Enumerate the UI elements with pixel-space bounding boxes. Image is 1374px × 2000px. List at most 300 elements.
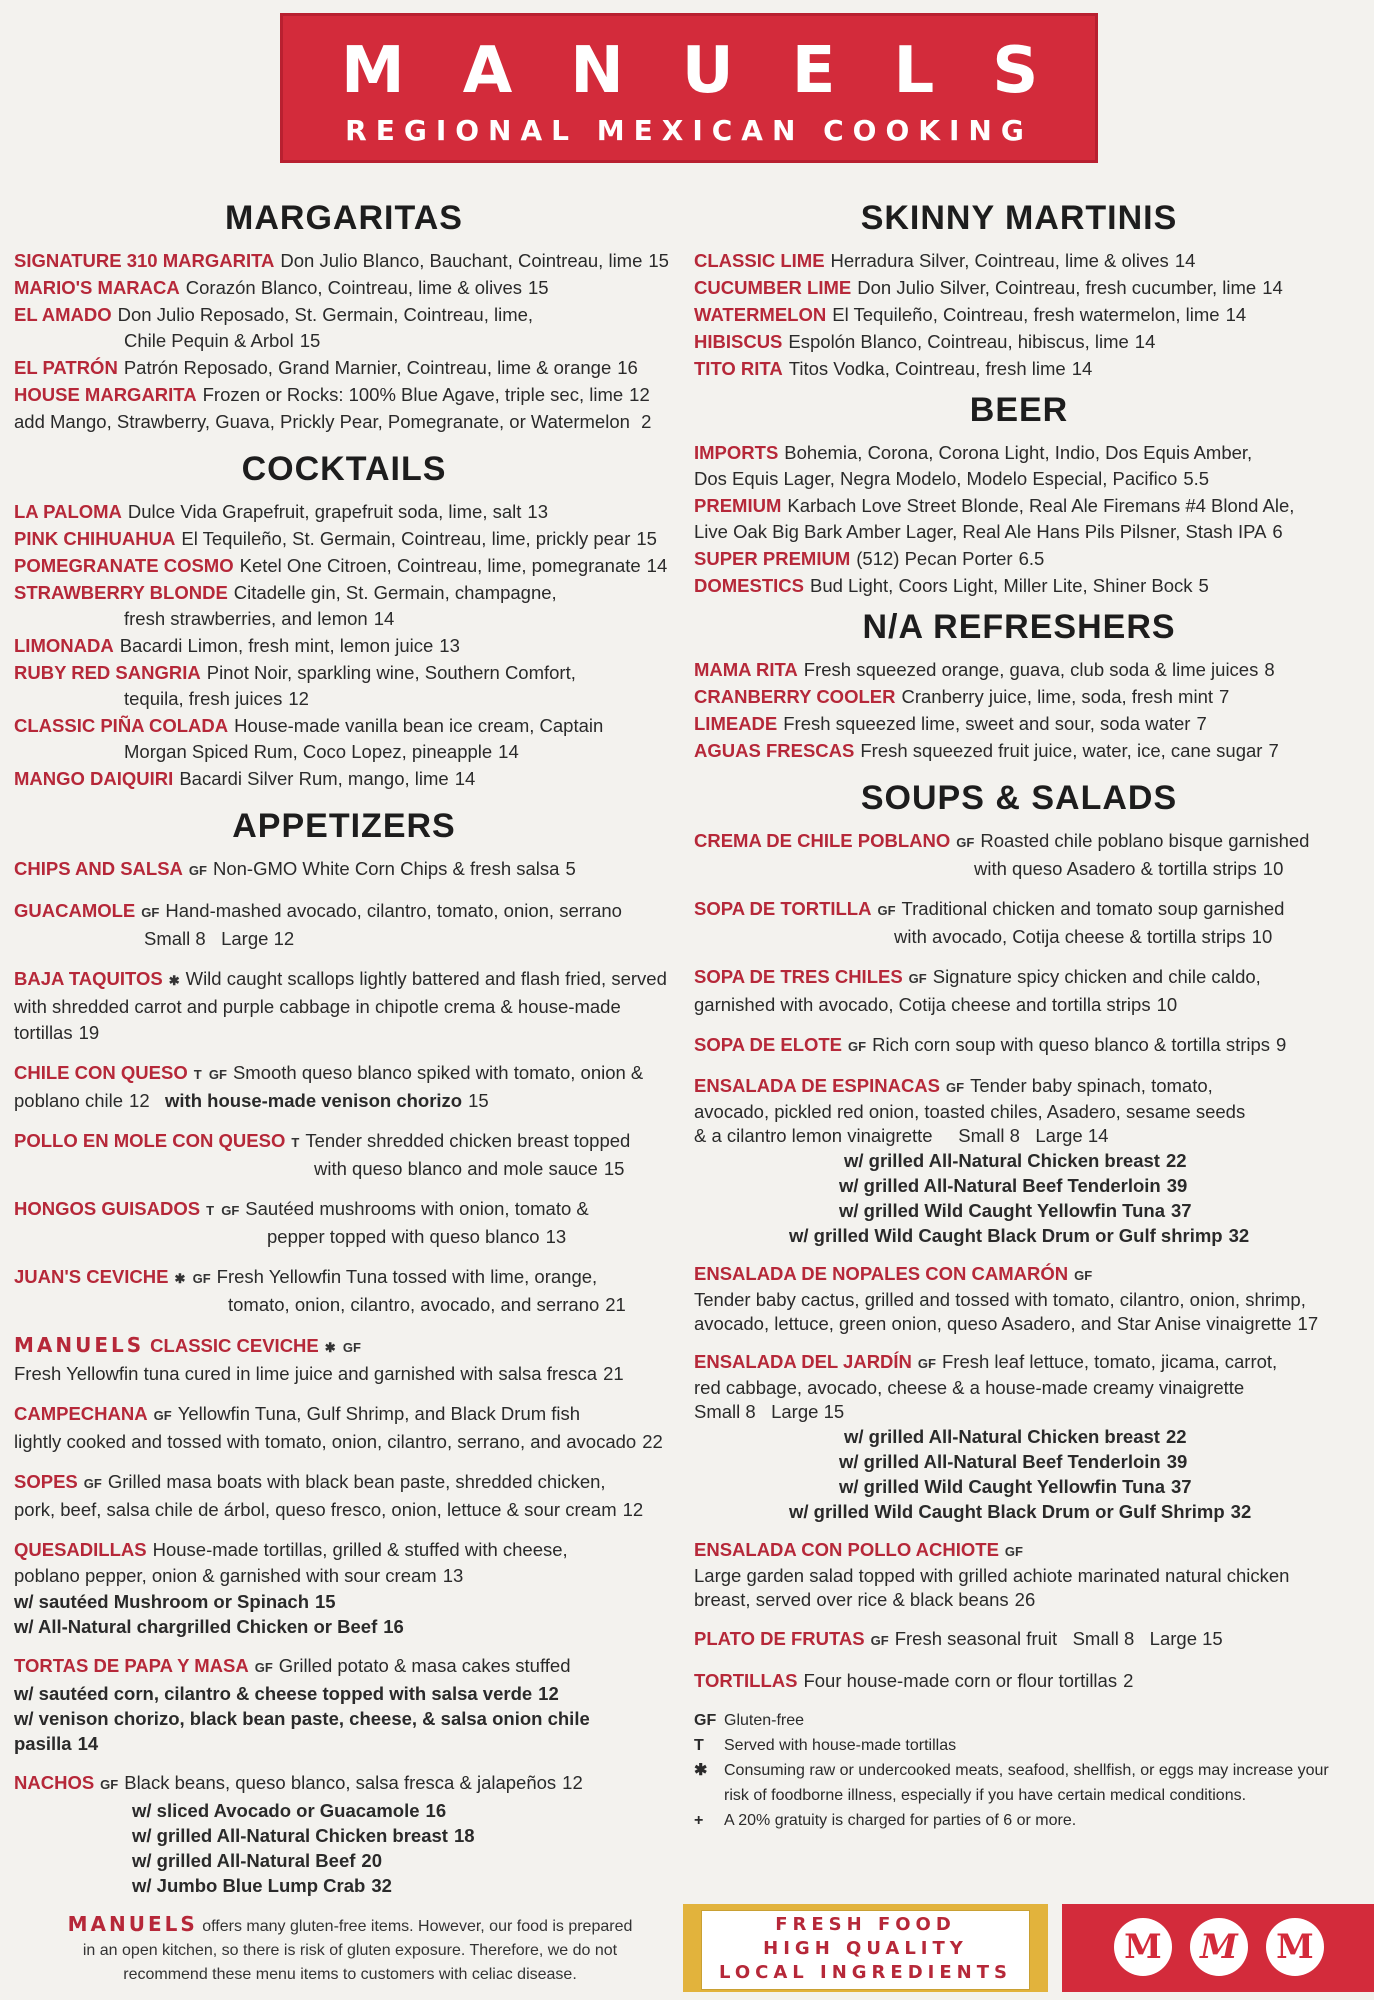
option-line — [694, 1474, 1344, 1499]
item-desc: Don Julio Reposado, St. Germain, Cointreau, lime, — [117, 304, 534, 325]
item-tag: GF — [1004, 1544, 1023, 1559]
item-desc: Bohemia, Corona, Corona Light, Indio, Dos Equis Amber, — [784, 442, 1253, 463]
item-desc: Four house-made corn or flour tortillas — [803, 1670, 1118, 1691]
item-desc2: tomato, onion, cilantro, avocado, and serrano — [228, 1294, 600, 1315]
menu-item — [14, 1128, 674, 1182]
option-label: w/ grilled Wild Caught Black Drum or Gulf shrimp — [789, 1225, 1223, 1246]
item-name: TORTILLAS — [694, 1670, 798, 1691]
item-name: CLASSIC PIÑA COLADA — [14, 715, 229, 736]
menu-item — [694, 1074, 1344, 1248]
item-name: ENSALADA CON POLLO ACHIOTE — [694, 1539, 999, 1560]
legend-text: Served with house-made tortillas — [724, 1737, 957, 1754]
beer-list — [694, 440, 1344, 599]
item-price: 12 — [622, 1499, 644, 1520]
item-price: 10 — [1251, 926, 1273, 947]
item-desc: Sautéed mushrooms with onion, tomato & — [245, 1198, 589, 1219]
menu-item — [694, 440, 1344, 492]
item-name: CAMPECHANA — [14, 1403, 148, 1424]
menu-item — [14, 355, 674, 381]
legend-key: T — [694, 1737, 704, 1754]
item-desc2: Dos Equis Lager, Negra Modelo, Modelo Especial, Pacifico — [694, 468, 1178, 489]
item-tag: GF — [254, 1660, 273, 1675]
item-desc: Fresh squeezed fruit juice, water, ice, cane sugar — [860, 740, 1263, 761]
option-price: 14 — [77, 1733, 99, 1754]
item-tag: GF — [877, 903, 896, 918]
item-extra-price: 15 — [468, 1090, 489, 1111]
margaritas-list — [14, 248, 674, 408]
footer-brand: MANUELS — [67, 1912, 198, 1936]
item-brand: MANUELS — [14, 1333, 145, 1357]
item-price: 14 — [454, 768, 476, 789]
manuels-serif-logo-icon: M — [1266, 1918, 1324, 1976]
item-price: 14 — [646, 555, 668, 576]
section-title-refreshers: N/A REFRESHERS — [862, 608, 1176, 646]
item-name: TORTAS DE PAPA Y MASA — [14, 1655, 249, 1676]
item-desc: House-made vanilla bean ice cream, Captain — [234, 715, 604, 736]
item-desc2: poblano pepper, onion & garnished with sour cream — [14, 1565, 437, 1586]
legend-text: Consuming raw or undercooked meats, seafood, shellfish, or eggs may increase your — [724, 1762, 1329, 1779]
item-extra: with house-made venison chorizo — [165, 1090, 463, 1111]
item-desc-line2 — [14, 1156, 674, 1182]
option-price: 37 — [1171, 1200, 1192, 1221]
item-name: CLASSIC LIME — [694, 250, 825, 271]
item-desc2: pork, beef, salsa chile de árbol, queso fresco, onion, lettuce & sour cream — [14, 1499, 617, 1520]
item-desc: Espolón Blanco, Cointreau, hibiscus, lime — [788, 331, 1129, 352]
fresh-line: FRESH FOOD — [775, 1914, 956, 1935]
item-sizes: Small 8 Large 15 — [694, 1401, 845, 1422]
item-name: POMEGRANATE COSMO — [14, 555, 234, 576]
item-price: 14 — [1262, 277, 1283, 298]
item-tag: T GF — [206, 1203, 240, 1218]
item-name: TITO RITA — [694, 358, 783, 379]
item-price: 6 — [1272, 521, 1283, 542]
menu-item — [14, 1653, 674, 1756]
option-price: 32 — [1230, 1501, 1252, 1522]
item-desc2: with queso Asadero & tortilla strips — [974, 858, 1257, 879]
item-desc2: breast, served over rice & black beans — [694, 1589, 1009, 1610]
legend-row — [694, 1708, 1344, 1733]
menu-item — [14, 1264, 674, 1318]
item-price: 15 — [528, 277, 549, 298]
item-name: SOPES — [14, 1471, 78, 1492]
option-label: w/ grilled All-Natural Chicken breast — [132, 1825, 448, 1846]
section-title-appetizers: APPETIZERS — [232, 807, 456, 845]
item-tag: ✱ GF — [324, 1340, 361, 1355]
option-price: 18 — [453, 1825, 475, 1846]
item-name: WATERMELON — [694, 304, 827, 325]
item-name: SOPA DE ELOTE — [694, 1034, 843, 1055]
menu-item — [694, 1262, 1344, 1336]
item-desc: Tender baby cactus, grilled and tossed with tomato, cilantro, onion, shrimp, — [694, 1289, 1306, 1310]
cocktails-list — [14, 499, 674, 792]
item-name: CLASSIC CEVICHE — [150, 1335, 319, 1356]
legend-text: A 20% gratuity is charged for parties of 6 or more. — [724, 1812, 1077, 1829]
item-tag: T — [291, 1135, 300, 1150]
item-desc: Wild caught scallops lightly battered and flash fried, served with shredded carrot and purple cabbage in chipotle crema & house-made tortillas — [14, 968, 667, 1043]
option-label: w/ grilled All-Natural Beef — [132, 1850, 356, 1871]
addon-text: add Mango, Strawberry, Guava, Prickly Pear, Pomegranate, or Watermelon — [14, 411, 630, 432]
item-desc: Herradura Silver, Cointreau, lime & olives — [830, 250, 1169, 271]
menu-item — [694, 1350, 1344, 1524]
item-price: 15 — [648, 250, 669, 271]
menu-item — [694, 573, 1344, 599]
item-desc: Bacardi Limon, fresh mint, lemon juice — [119, 635, 434, 656]
item-desc: Large garden salad topped with grilled achiote marinated natural chicken — [694, 1565, 1290, 1586]
option-price: 16 — [383, 1616, 404, 1637]
martinis-list — [694, 248, 1344, 382]
item-desc: Citadelle gin, St. Germain, champagne, — [233, 582, 557, 603]
item-price: 26 — [1014, 1589, 1036, 1610]
menu-item — [14, 275, 674, 301]
addon-price: 2 — [641, 411, 652, 432]
item-tag: T GF — [193, 1067, 227, 1082]
brand-title: MANUELS — [341, 34, 1097, 108]
option-label: w/ venison chorizo, black bean paste, cheese, & salsa onion chile pasilla — [14, 1708, 590, 1754]
item-desc: Traditional chicken and tomato soup garnished — [901, 898, 1285, 919]
option-line — [694, 1148, 1344, 1173]
option-line — [14, 1848, 674, 1873]
item-name: STRAWBERRY BLONDE — [14, 582, 228, 603]
option-line — [14, 1798, 674, 1823]
menu-item — [14, 1332, 674, 1387]
item-tag: GF — [908, 971, 927, 986]
menu-header — [280, 13, 1098, 163]
item-desc-line2 — [14, 739, 674, 765]
menu-item — [14, 580, 674, 632]
item-tag: GF — [141, 905, 160, 920]
menu-item — [14, 966, 674, 1046]
section-title-beer: BEER — [969, 391, 1069, 429]
option-line — [14, 1681, 674, 1706]
item-price: 7 — [1196, 713, 1207, 734]
item-price: 13 — [439, 635, 460, 656]
item-desc: Grilled potato & masa cakes stuffed — [278, 1655, 571, 1676]
item-name: EL AMADO — [14, 304, 112, 325]
refreshers-list — [694, 657, 1344, 764]
footer-note-line2: in an open kitchen, so there is risk of gluten exposure. Therefore, we do not — [82, 1942, 618, 1959]
menu-item — [694, 1538, 1344, 1612]
item-desc: Grilled masa boats with black bean paste, shredded chicken, — [107, 1471, 606, 1492]
item-price: 15 — [603, 1158, 625, 1179]
item-name: MANGO DAIQUIRI — [14, 768, 174, 789]
menu-item — [694, 275, 1344, 301]
option-label: w/ sliced Avocado or Guacamole — [132, 1800, 420, 1821]
item-desc: Fresh leaf lettuce, tomato, jicama, carrot, — [941, 1351, 1278, 1372]
legend-key: + — [694, 1812, 704, 1829]
item-name: PINK CHIHUAHUA — [14, 528, 176, 549]
item-price: 13 — [442, 1565, 464, 1586]
soups-list — [694, 828, 1344, 1694]
item-desc: Tender shredded chicken breast topped — [305, 1130, 631, 1151]
item-price: 9 — [1276, 1034, 1287, 1055]
option-line — [694, 1449, 1344, 1474]
item-name: LA PALOMA — [14, 501, 122, 522]
legend-key: ✱ — [694, 1762, 708, 1779]
item-desc: Titos Vodka, Cointreau, fresh lime — [788, 358, 1066, 379]
menu-item — [14, 248, 674, 274]
item-name: SOPA DE TRES CHILES — [694, 966, 903, 987]
item-price: 2 — [1123, 1670, 1134, 1691]
item-desc: Corazón Blanco, Cointreau, lime & olives — [185, 277, 523, 298]
option-label: w/ grilled All-Natural Beef Tenderloin — [839, 1451, 1161, 1472]
menu-item — [14, 553, 674, 579]
item-price: 14 — [1134, 331, 1156, 352]
item-desc-line2 — [14, 1292, 674, 1318]
item-desc: Smooth queso blanco spiked with tomato, onion & poblano chile — [14, 1062, 644, 1111]
item-name: LIMEADE — [694, 713, 778, 734]
option-price: 20 — [361, 1850, 382, 1871]
menu-item — [694, 329, 1344, 355]
option-price: 32 — [1228, 1225, 1250, 1246]
menu-item — [14, 1401, 674, 1455]
item-desc: Tender baby spinach, tomato, — [970, 1075, 1213, 1096]
item-name: JUAN'S CEVICHE — [14, 1266, 169, 1287]
item-name: ENSALADA DE NOPALES CON CAMARÓN — [694, 1263, 1069, 1284]
item-name: BAJA TAQUITOS — [14, 968, 163, 989]
item-price: 15 — [299, 330, 321, 351]
item-price: 22 — [642, 1431, 663, 1452]
menu-item — [14, 302, 674, 354]
item-desc-line2 — [14, 328, 674, 354]
menu-item — [694, 684, 1344, 710]
item-desc: Don Julio Silver, Cointreau, fresh cucumber, lime — [857, 277, 1257, 298]
option-label: w/ sautéed Mushroom or Spinach — [14, 1591, 310, 1612]
item-name: IMPORTS — [694, 442, 779, 463]
item-name: ENSALADA DE ESPINACAS — [694, 1075, 941, 1096]
item-name: CRANBERRY COOLER — [694, 686, 896, 707]
item-name: NACHOS — [14, 1772, 95, 1793]
item-price: 14 — [1174, 250, 1196, 271]
item-name: PREMIUM — [694, 495, 782, 516]
option-line — [694, 1173, 1344, 1198]
item-price: 10 — [1262, 858, 1284, 879]
menu-item — [14, 1537, 674, 1639]
item-desc-line2 — [14, 1224, 674, 1250]
menu-item — [694, 356, 1344, 382]
item-price: 10 — [1156, 994, 1178, 1015]
item-desc: Yellowfin Tuna, Gulf Shrimp, and Black Drum fish — [177, 1403, 581, 1424]
fresh-food-inner — [701, 1910, 1030, 1990]
item-price: 21 — [605, 1294, 626, 1315]
item-name: MAMA RITA — [694, 659, 798, 680]
legend-text2: risk of foodborne illness, especially if you have certain medical conditions. — [724, 1787, 1247, 1804]
item-desc: (512) Pecan Porter — [856, 548, 1013, 569]
item-desc: El Tequileño, St. Germain, Cointreau, lime, prickly pear — [181, 528, 631, 549]
item-desc: Patrón Reposado, Grand Marnier, Cointreau, lime & orange — [123, 357, 612, 378]
item-tag: GF — [946, 1080, 965, 1095]
menu-item — [694, 493, 1344, 545]
option-line — [694, 1424, 1344, 1449]
item-price: 14 — [1225, 304, 1247, 325]
item-desc2: avocado, lettuce, green onion, queso Asadero, and Star Anise vinaigrette — [694, 1313, 1292, 1334]
option-label: w/ sautéed corn, cilantro & cheese topped with salsa verde — [14, 1683, 533, 1704]
item-desc2: tequila, fresh juices — [124, 688, 283, 709]
item-price: 14 — [498, 741, 519, 762]
option-price: 15 — [315, 1591, 336, 1612]
item-price: 12 — [288, 688, 309, 709]
menu-item — [14, 1469, 674, 1523]
item-name: RUBY RED SANGRIA — [14, 662, 201, 683]
item-name: ENSALADA DEL JARDÍN — [694, 1351, 912, 1372]
option-price: 39 — [1166, 1175, 1188, 1196]
item-name: DOMESTICS — [694, 575, 804, 596]
item-sizes: Small 8 Large 15 — [1072, 1628, 1223, 1649]
item-price: 5.5 — [1183, 468, 1210, 489]
menu-item — [694, 964, 1344, 1018]
manuels-script-logo-icon: M — [1190, 1918, 1248, 1976]
item-desc2: garnished with avocado, Cotija cheese and tortilla strips — [694, 994, 1151, 1015]
menu-item — [14, 713, 674, 765]
menu-item — [694, 711, 1344, 737]
item-tag: GF — [848, 1039, 867, 1054]
option-label: w/ grilled Wild Caught Black Drum or Gulf Shrimp — [789, 1501, 1225, 1522]
item-desc2: red cabbage, avocado, cheese & a house-made creamy vinaigrette — [694, 1377, 1245, 1398]
item-desc: Fresh seasonal fruit — [894, 1628, 1058, 1649]
menu-item — [694, 1626, 1344, 1654]
section-title-soups: SOUPS & SALADS — [860, 779, 1178, 817]
item-desc3: & a cilantro lemon vinaigrette — [694, 1125, 933, 1146]
item-desc: Frozen or Rocks: 100% Blue Agave, triple sec, lime — [202, 384, 624, 405]
item-tag: GF — [1074, 1268, 1093, 1283]
item-tag: ✱ — [168, 973, 180, 988]
item-desc2: avocado, pickled red onion, toasted chiles, Asadero, sesame seeds — [694, 1101, 1246, 1122]
menu-item — [694, 738, 1344, 764]
option-line — [14, 1873, 674, 1898]
item-name: LIMONADA — [14, 635, 114, 656]
item-desc: Non-GMO White Corn Chips & fresh salsa — [212, 858, 560, 879]
footer-note-line3: recommend these menu items to customers with celiac disease. — [123, 1966, 577, 1983]
item-tag: GF — [153, 1408, 172, 1423]
fresh-food-badge — [683, 1904, 1048, 1992]
item-desc: Bacardi Silver Rum, mango, lime — [179, 768, 449, 789]
option-line — [14, 1823, 674, 1848]
item-tag: GF — [100, 1777, 119, 1792]
item-tag: GF — [188, 863, 207, 878]
option-price: 32 — [371, 1875, 392, 1896]
item-tag: GF — [956, 835, 975, 850]
item-desc: Pinot Noir, sparkling wine, Southern Comfort, — [206, 662, 576, 683]
item-desc: House-made tortillas, grilled & stuffed with cheese, — [152, 1539, 568, 1560]
option-label: w/ grilled All-Natural Beef Tenderloin — [839, 1175, 1161, 1196]
item-price: 17 — [1297, 1313, 1319, 1334]
item-name: POLLO EN MOLE CON QUESO — [14, 1130, 286, 1151]
item-name: CREMA DE CHILE POBLANO — [694, 830, 951, 851]
item-desc: Karbach Love Street Blonde, Real Ale Firemans #4 Blond Ale, — [787, 495, 1295, 516]
menu-item — [14, 898, 674, 952]
item-price: 8 — [1264, 659, 1275, 680]
item-price: 13 — [545, 1226, 567, 1247]
menu-item — [14, 1196, 674, 1250]
menu-item — [14, 499, 674, 525]
item-desc-line2 — [14, 686, 674, 712]
legend-row — [694, 1758, 1344, 1808]
item-name: CUCUMBER LIME — [694, 277, 852, 298]
item-price: 7 — [1219, 686, 1230, 707]
item-desc-line2 — [694, 519, 1344, 545]
item-desc: Rich corn soup with queso blanco & tortilla strips — [872, 1034, 1271, 1055]
item-desc-line2 — [694, 924, 1344, 950]
item-sizes: Small 8 Large 12 — [144, 928, 295, 949]
manuels-logo-icon: M — [1114, 1918, 1172, 1976]
menu-item — [14, 382, 674, 408]
item-desc: Bud Light, Coors Light, Miller Lite, Shiner Bock — [809, 575, 1193, 596]
item-desc: Dulce Vida Grapefruit, grapefruit soda, lime, salt — [127, 501, 522, 522]
option-label: w/ grilled Wild Caught Yellowfin Tuna — [839, 1200, 1165, 1221]
logo-strip — [1062, 1904, 1374, 1992]
menu-item — [694, 1032, 1344, 1060]
item-tag: GF — [870, 1633, 889, 1648]
item-desc: Fresh Yellowfin Tuna tossed with lime, orange, — [216, 1266, 598, 1287]
section-title-cocktails: COCKTAILS — [241, 450, 447, 488]
option-price: 39 — [1166, 1451, 1188, 1472]
left-column — [14, 190, 674, 1912]
menu-item — [14, 856, 674, 884]
item-desc2: with avocado, Cotija cheese & tortilla strips — [894, 926, 1246, 947]
item-tag: ✱ GF — [174, 1271, 211, 1286]
item-sizes: Small 8 Large 14 — [958, 1125, 1109, 1146]
option-line — [14, 1706, 674, 1756]
item-price: 12 — [129, 1090, 150, 1111]
menu-item — [14, 660, 674, 712]
fresh-line: HIGH QUALITY — [763, 1938, 968, 1959]
footer-note-line1: offers many gluten-free items. However, our food is prepared — [202, 1918, 633, 1935]
item-desc-line2 — [14, 606, 674, 632]
item-desc-line2 — [694, 856, 1344, 882]
legend-key: GF — [694, 1712, 717, 1729]
item-desc2: pepper topped with queso blanco — [267, 1226, 540, 1247]
menu-item — [694, 657, 1344, 683]
option-line — [694, 1198, 1344, 1223]
menu-item — [694, 546, 1344, 572]
item-desc: Ketel One Citroen, Cointreau, lime, pomegranate — [239, 555, 641, 576]
option-price: 12 — [538, 1683, 559, 1704]
item-price: 19 — [78, 1022, 100, 1043]
item-name: QUESADILLAS — [14, 1539, 147, 1560]
option-line — [14, 1589, 674, 1614]
item-desc2: with queso blanco and mole sauce — [314, 1158, 598, 1179]
item-desc: Fresh squeezed lime, sweet and sour, soda water — [783, 713, 1191, 734]
item-desc: Roasted chile poblano bisque garnished — [980, 830, 1310, 851]
menu-item — [14, 1770, 674, 1898]
item-name: MARIO'S MARACA — [14, 277, 180, 298]
legend-row — [694, 1733, 1344, 1758]
menu-item — [14, 766, 674, 792]
option-price: 22 — [1165, 1426, 1187, 1447]
item-tag: GF — [917, 1356, 936, 1371]
item-desc2: lightly cooked and tossed with tomato, onion, cilantro, serrano, and avocado — [14, 1431, 637, 1452]
option-price: 22 — [1165, 1150, 1187, 1171]
item-name: SOPA DE TORTILLA — [694, 898, 872, 919]
item-price: 5 — [565, 858, 576, 879]
item-name: SUPER PREMIUM — [694, 548, 851, 569]
item-desc: Fresh squeezed orange, guava, club soda & lime juices — [803, 659, 1259, 680]
menu-item — [14, 633, 674, 659]
item-desc2: Morgan Spiced Rum, Coco Lopez, pineapple — [124, 741, 493, 762]
item-desc: Don Julio Blanco, Bauchant, Cointreau, lime — [280, 250, 643, 271]
option-line — [694, 1223, 1344, 1248]
option-label: w/ grilled All-Natural Chicken breast — [844, 1150, 1160, 1171]
item-price: 16 — [617, 357, 638, 378]
item-desc: Fresh Yellowfin tuna cured in lime juice and garnished with salsa fresca — [14, 1363, 598, 1384]
option-label: w/ grilled All-Natural Chicken breast — [844, 1426, 1160, 1447]
fresh-line: LOCAL INGREDIENTS — [719, 1962, 1012, 1983]
option-label: w/ grilled Wild Caught Yellowfin Tuna — [839, 1476, 1165, 1497]
menu-item — [14, 526, 674, 552]
item-price: 14 — [373, 608, 395, 629]
item-name: CHILE CON QUESO — [14, 1062, 188, 1083]
option-label: w/ Jumbo Blue Lump Crab — [132, 1875, 366, 1896]
item-name: CHIPS AND SALSA — [14, 858, 183, 879]
